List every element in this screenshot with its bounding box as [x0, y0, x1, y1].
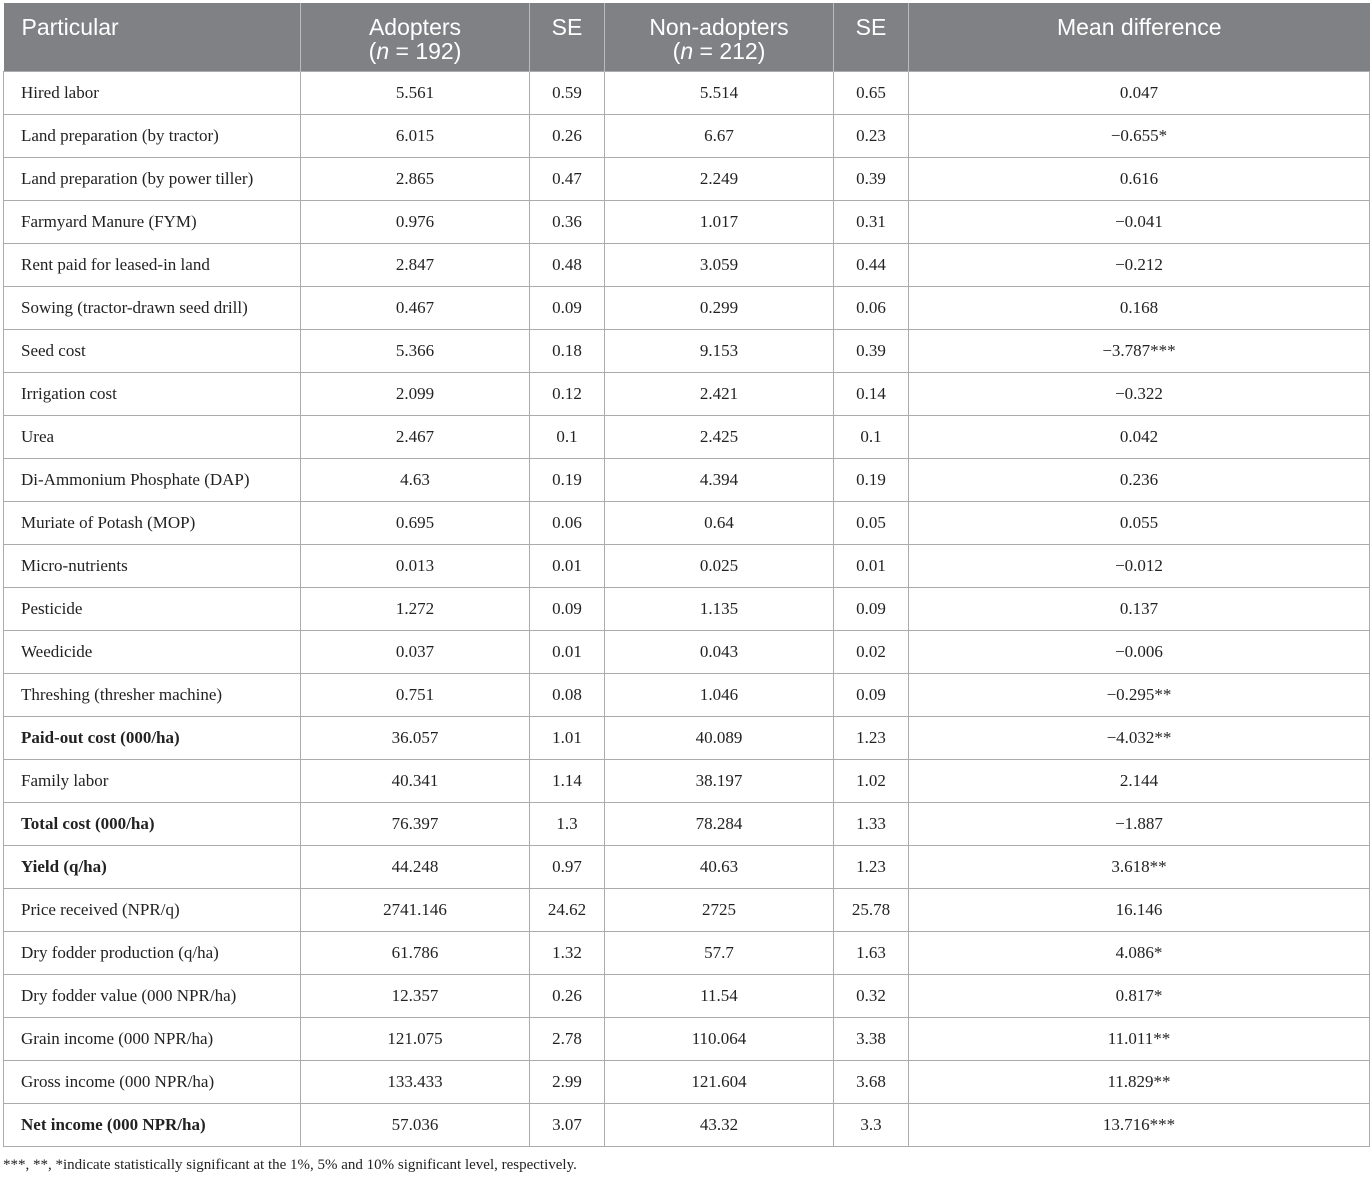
row-label: Micro-nutrients [4, 544, 301, 587]
mean-difference-value: 0.055 [909, 501, 1370, 544]
adopters-value: 2.467 [301, 415, 530, 458]
non-adopters-value: 1.017 [605, 200, 834, 243]
adopters-se: 24.62 [530, 888, 605, 931]
adopters-value: 0.976 [301, 200, 530, 243]
adopters-value: 44.248 [301, 845, 530, 888]
mean-difference-value: −4.032** [909, 716, 1370, 759]
row-label: Pesticide [4, 587, 301, 630]
non-adopters-value: 11.54 [605, 974, 834, 1017]
row-label: Hired labor [4, 71, 301, 114]
non-adopters-se: 0.06 [834, 286, 909, 329]
table-row [4, 630, 1370, 673]
non-adopters-se: 0.1 [834, 415, 909, 458]
adopters-se: 1.14 [530, 759, 605, 802]
non-adopters-value: 121.604 [605, 1060, 834, 1103]
non-adopters-se: 1.33 [834, 802, 909, 845]
non-adopters-value: 2.421 [605, 372, 834, 415]
mean-difference-value: 13.716*** [909, 1103, 1370, 1146]
adopters-value: 133.433 [301, 1060, 530, 1103]
adopters-se: 2.78 [530, 1017, 605, 1060]
table-row [4, 286, 1370, 329]
adopters-se: 0.48 [530, 243, 605, 286]
non-adopters-se: 0.32 [834, 974, 909, 1017]
adopters-value: 4.63 [301, 458, 530, 501]
table-body [4, 71, 1370, 1146]
adopters-se: 1.32 [530, 931, 605, 974]
table-row [4, 673, 1370, 716]
non-adopters-se: 0.39 [834, 329, 909, 372]
adopters-value: 5.561 [301, 71, 530, 114]
row-label: Weedicide [4, 630, 301, 673]
adopters-value: 5.366 [301, 329, 530, 372]
adopters-se: 0.26 [530, 114, 605, 157]
adopters-value: 121.075 [301, 1017, 530, 1060]
non-adopters-se: 0.01 [834, 544, 909, 587]
adopters-value: 61.786 [301, 931, 530, 974]
table-row [4, 415, 1370, 458]
adopters-se: 0.12 [530, 372, 605, 415]
mean-difference-value: −0.655* [909, 114, 1370, 157]
row-label: Sowing (tractor-drawn seed drill) [4, 286, 301, 329]
table-row [4, 1103, 1370, 1146]
table-row [4, 974, 1370, 1017]
row-label: Urea [4, 415, 301, 458]
adopters-se: 0.59 [530, 71, 605, 114]
row-label: Family labor [4, 759, 301, 802]
non-adopters-se: 3.38 [834, 1017, 909, 1060]
adopters-value: 57.036 [301, 1103, 530, 1146]
row-label: Paid-out cost (000/ha) [4, 716, 301, 759]
adopters-se: 0.97 [530, 845, 605, 888]
row-label: Land preparation (by power tiller) [4, 157, 301, 200]
header-particular: Particular [4, 3, 301, 71]
non-adopters-se: 0.19 [834, 458, 909, 501]
mean-difference-value: −0.295** [909, 673, 1370, 716]
non-adopters-value: 40.63 [605, 845, 834, 888]
adopters-se: 0.36 [530, 200, 605, 243]
row-label: Net income (000 NPR/ha) [4, 1103, 301, 1146]
non-adopters-value: 0.043 [605, 630, 834, 673]
non-adopters-se: 0.09 [834, 587, 909, 630]
non-adopters-value: 1.135 [605, 587, 834, 630]
mean-difference-value: 0.168 [909, 286, 1370, 329]
non-adopters-value: 6.67 [605, 114, 834, 157]
adopters-value: 2.847 [301, 243, 530, 286]
adopters-value: 0.695 [301, 501, 530, 544]
mean-difference-value: 11.011** [909, 1017, 1370, 1060]
mean-difference-value: −0.212 [909, 243, 1370, 286]
non-adopters-value: 9.153 [605, 329, 834, 372]
row-label: Seed cost [4, 329, 301, 372]
non-adopters-value: 57.7 [605, 931, 834, 974]
table-row [4, 716, 1370, 759]
non-adopters-se: 0.44 [834, 243, 909, 286]
results-table-container [3, 3, 1369, 1147]
adopters-se: 0.26 [530, 974, 605, 1017]
adopters-value: 2741.146 [301, 888, 530, 931]
non-adopters-se: 1.02 [834, 759, 909, 802]
table-row [4, 458, 1370, 501]
non-adopters-se: 0.05 [834, 501, 909, 544]
adopters-value: 0.751 [301, 673, 530, 716]
row-label: Di-Ammonium Phosphate (DAP) [4, 458, 301, 501]
header-adopters: Adopters (n = 192) [301, 3, 530, 71]
mean-difference-value: 0.817* [909, 974, 1370, 1017]
adopters-se: 0.06 [530, 501, 605, 544]
row-label: Gross income (000 NPR/ha) [4, 1060, 301, 1103]
mean-difference-value: 0.047 [909, 71, 1370, 114]
adopters-value: 2.865 [301, 157, 530, 200]
row-label: Threshing (thresher machine) [4, 673, 301, 716]
adopters-se: 1.01 [530, 716, 605, 759]
row-label: Yield (q/ha) [4, 845, 301, 888]
adopters-se: 0.09 [530, 587, 605, 630]
mean-difference-value: 2.144 [909, 759, 1370, 802]
adopters-value: 0.037 [301, 630, 530, 673]
adopters-se: 0.01 [530, 630, 605, 673]
adopters-se: 0.09 [530, 286, 605, 329]
non-adopters-value: 0.299 [605, 286, 834, 329]
table-row [4, 802, 1370, 845]
adopters-value: 12.357 [301, 974, 530, 1017]
table-row [4, 71, 1370, 114]
table-row [4, 587, 1370, 630]
significance-footnote: ***, **, *indicate statistically significant at the 1%, 5% and 10% significant level, respectively. [3, 1157, 577, 1173]
row-label: Price received (NPR/q) [4, 888, 301, 931]
adopters-se: 3.07 [530, 1103, 605, 1146]
row-label: Dry fodder production (q/ha) [4, 931, 301, 974]
header-se-adopters: SE [530, 3, 605, 71]
adopters-value: 1.272 [301, 587, 530, 630]
non-adopters-se: 0.39 [834, 157, 909, 200]
table-row [4, 157, 1370, 200]
non-adopters-se: 0.09 [834, 673, 909, 716]
adopters-se: 0.19 [530, 458, 605, 501]
adopters-se: 1.3 [530, 802, 605, 845]
non-adopters-se: 3.68 [834, 1060, 909, 1103]
table-row [4, 372, 1370, 415]
non-adopters-value: 110.064 [605, 1017, 834, 1060]
non-adopters-value: 2725 [605, 888, 834, 931]
row-label: Rent paid for leased-in land [4, 243, 301, 286]
mean-difference-value: −3.787*** [909, 329, 1370, 372]
non-adopters-value: 38.197 [605, 759, 834, 802]
adopters-se: 0.01 [530, 544, 605, 587]
mean-difference-value: 0.236 [909, 458, 1370, 501]
adopters-se: 0.08 [530, 673, 605, 716]
header-mean-difference: Mean difference [909, 3, 1370, 71]
non-adopters-value: 0.64 [605, 501, 834, 544]
non-adopters-se: 0.14 [834, 372, 909, 415]
non-adopters-se: 0.23 [834, 114, 909, 157]
row-label: Muriate of Potash (MOP) [4, 501, 301, 544]
table-row [4, 1017, 1370, 1060]
non-adopters-value: 5.514 [605, 71, 834, 114]
mean-difference-value: 16.146 [909, 888, 1370, 931]
non-adopters-value: 43.32 [605, 1103, 834, 1146]
table-row [4, 759, 1370, 802]
header-row [4, 3, 1370, 71]
row-label: Grain income (000 NPR/ha) [4, 1017, 301, 1060]
non-adopters-se: 1.23 [834, 845, 909, 888]
mean-difference-value: −0.041 [909, 200, 1370, 243]
adopters-value: 0.013 [301, 544, 530, 587]
non-adopters-value: 78.284 [605, 802, 834, 845]
non-adopters-se: 25.78 [834, 888, 909, 931]
table-row [4, 544, 1370, 587]
non-adopters-value: 1.046 [605, 673, 834, 716]
non-adopters-se: 0.65 [834, 71, 909, 114]
cost-income-table [3, 3, 1370, 1147]
adopters-se: 0.1 [530, 415, 605, 458]
row-label: Irrigation cost [4, 372, 301, 415]
header-se-non-adopters: SE [834, 3, 909, 71]
row-label: Dry fodder value (000 NPR/ha) [4, 974, 301, 1017]
mean-difference-value: 0.137 [909, 587, 1370, 630]
adopters-se: 0.18 [530, 329, 605, 372]
non-adopters-value: 4.394 [605, 458, 834, 501]
adopters-se: 2.99 [530, 1060, 605, 1103]
table-row [4, 329, 1370, 372]
adopters-se: 0.47 [530, 157, 605, 200]
non-adopters-se: 1.23 [834, 716, 909, 759]
non-adopters-value: 2.249 [605, 157, 834, 200]
table-row [4, 931, 1370, 974]
table-row [4, 200, 1370, 243]
row-label: Farmyard Manure (FYM) [4, 200, 301, 243]
non-adopters-se: 3.3 [834, 1103, 909, 1146]
mean-difference-value: 4.086* [909, 931, 1370, 974]
mean-difference-value: −0.322 [909, 372, 1370, 415]
row-label: Total cost (000/ha) [4, 802, 301, 845]
table-row [4, 501, 1370, 544]
mean-difference-value: −1.887 [909, 802, 1370, 845]
non-adopters-se: 0.31 [834, 200, 909, 243]
mean-difference-value: 11.829** [909, 1060, 1370, 1103]
mean-difference-value: 0.616 [909, 157, 1370, 200]
table-row [4, 845, 1370, 888]
non-adopters-se: 0.02 [834, 630, 909, 673]
adopters-value: 0.467 [301, 286, 530, 329]
table-row [4, 888, 1370, 931]
adopters-value: 36.057 [301, 716, 530, 759]
table-header [4, 3, 1370, 71]
header-non-adopters: Non-adopters (n = 212) [605, 3, 834, 71]
row-label: Land preparation (by tractor) [4, 114, 301, 157]
adopters-value: 76.397 [301, 802, 530, 845]
adopters-value: 6.015 [301, 114, 530, 157]
adopters-value: 2.099 [301, 372, 530, 415]
mean-difference-value: 3.618** [909, 845, 1370, 888]
adopters-value: 40.341 [301, 759, 530, 802]
non-adopters-se: 1.63 [834, 931, 909, 974]
non-adopters-value: 2.425 [605, 415, 834, 458]
non-adopters-value: 3.059 [605, 243, 834, 286]
table-row [4, 1060, 1370, 1103]
non-adopters-value: 40.089 [605, 716, 834, 759]
mean-difference-value: −0.006 [909, 630, 1370, 673]
mean-difference-value: 0.042 [909, 415, 1370, 458]
table-row [4, 114, 1370, 157]
table-row [4, 243, 1370, 286]
mean-difference-value: −0.012 [909, 544, 1370, 587]
non-adopters-value: 0.025 [605, 544, 834, 587]
